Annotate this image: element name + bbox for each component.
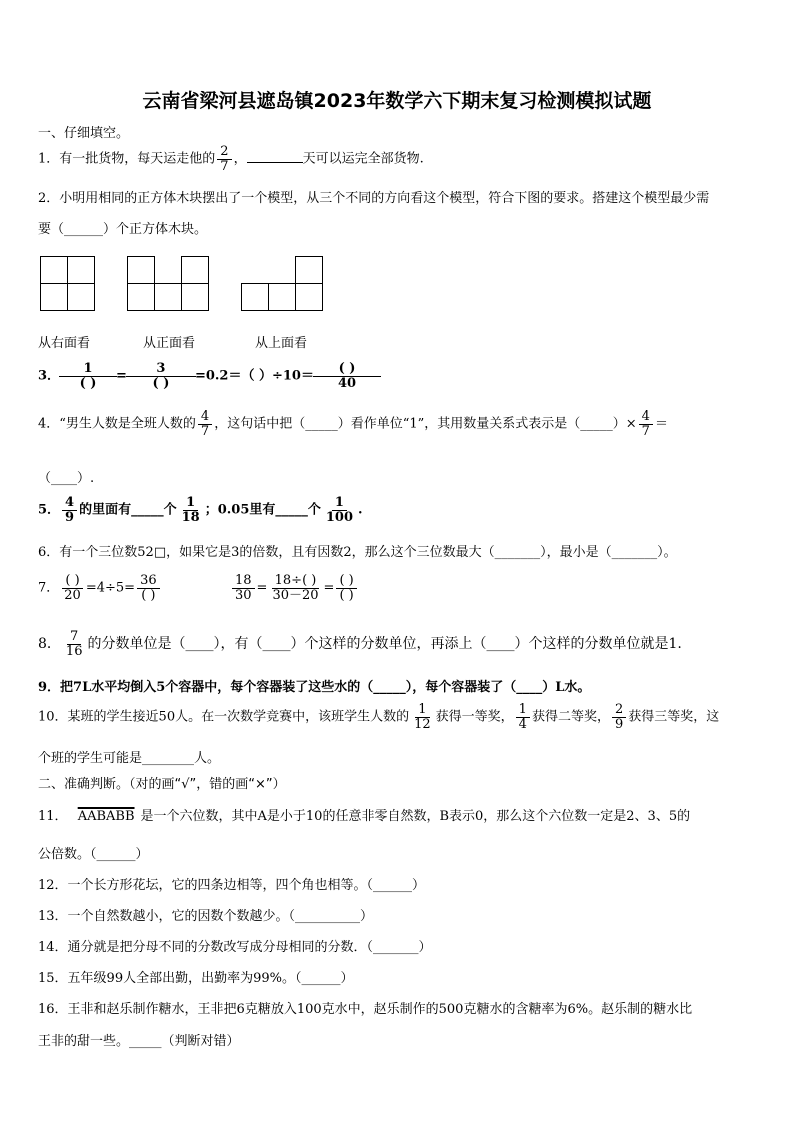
question-15: 15．五年级99人全部出勤，出勤率为99%。（______）	[38, 971, 354, 986]
question-2-line1: 2．小明用相同的正方体木块摆出了一个模型，从三个不同的方向看这个模型，符合下图的要求。搭建这个模型最少需	[38, 191, 710, 206]
question-16-line2: 王非的甜一些。_____（判断对错）	[38, 1034, 240, 1049]
label-top-view: 从上面看	[255, 336, 308, 351]
section-heading-2: 二、准确判断。（对的画“√”，错的画“×”）	[38, 777, 286, 792]
label-right-view: 从右面看	[38, 336, 91, 351]
question-2-line2: 要（______）个正方体木块。	[38, 222, 208, 237]
q1-text: 1．有一批货物，每天运走他的	[38, 151, 216, 167]
question-10-line2: 个班的学生可能是________人。	[38, 751, 221, 766]
question-9: 9．把7L水平均倒入5个容器中，每个容器装了这些水的（_____），每个容器装了（____）L水。	[38, 680, 591, 695]
question-16-line1: 16．王非和赵乐制作糖水，王非把6克糖放入100克水中，赵乐制作的500克糖水的含糖率为6%。赵乐制的糖水比	[38, 1002, 693, 1017]
question-11: 11． AABABB 是一个六位数，其中A是小于10的任意非零自然数，B表示0，那么这个六位数一定是2、3、5的	[38, 809, 691, 824]
question-7-part2: $\frac{18}{30}$ = $\frac{18\div( )}{30-20}$ = $\frac{( )}{( )}$	[230, 574, 359, 602]
question-7: 7． $\frac{( )}{20}$ =4÷5= $\frac{36}{( )}$	[38, 574, 162, 602]
q1-blank[interactable]	[247, 162, 303, 163]
question-3: 3． $\frac{1}{( )}$ = $\frac{3}{( )}$ =0.2＝（ ）÷10＝ $\frac{( )}{40}$	[38, 362, 380, 390]
question-10: 10．某班的学生接近50人。在一次数学竞赛中，该班学生人数的 $\frac{1}{12}$ 获得一等奖， $\frac{1}{4}$ 获得二等奖， $\frac{2}{9}$ 获得三等奖，这	[38, 702, 720, 732]
section-heading-1: 一、仔细填空。	[38, 126, 130, 141]
question-6: 6．有一个三位数52□，如果它是3的倍数，且有因数2，那么这个三位数最大（_______），最小是（_______）。	[38, 545, 677, 560]
q11-overline-number: AABABB	[77, 809, 135, 824]
question-8: 8． $\frac{7}{16}$ 的分数单位是（____），有（____）个这样的分数单位，再添上（____）个这样的分数单位就是1.	[38, 629, 682, 659]
question-1: 1．有一批货物，每天运走他的 $\frac{2}{7}$ ， 天可以运完全部货物.	[38, 144, 424, 174]
q1-fraction: $\frac{2}{7}$	[217, 145, 231, 173]
question-13: 13．一个自然数越小，它的因数个数越少。（__________）	[38, 909, 374, 924]
question-5: 5． $\frac{4}{9}$ 的里面有_____个 $\frac{1}{18}$ ；0.05里有_____个 $\frac{1}{100}$ .	[38, 495, 363, 525]
question-11-line2: 公倍数。（______）	[38, 847, 149, 862]
question-4-line2: （____）.	[38, 471, 95, 486]
question-12: 12．一个长方形花坛，它的四条边相等，四个角也相等。（______）	[38, 878, 426, 893]
question-14: 14．通分就是把分母不同的分数改写成分母相同的分数．（_______）	[38, 940, 432, 955]
question-4: 4．“男生人数是全班人数的 $\frac{4}{7}$ ，这句话中把（_____）看作单位“1”，其用数量关系式表示是（_____）× $\frac{4}{7}$ ＝	[38, 409, 668, 439]
page-title: 云南省梁河县遮岛镇2023年数学六下期末复习检测模拟试题	[142, 90, 652, 112]
label-front-view: 从正面看	[143, 336, 196, 351]
